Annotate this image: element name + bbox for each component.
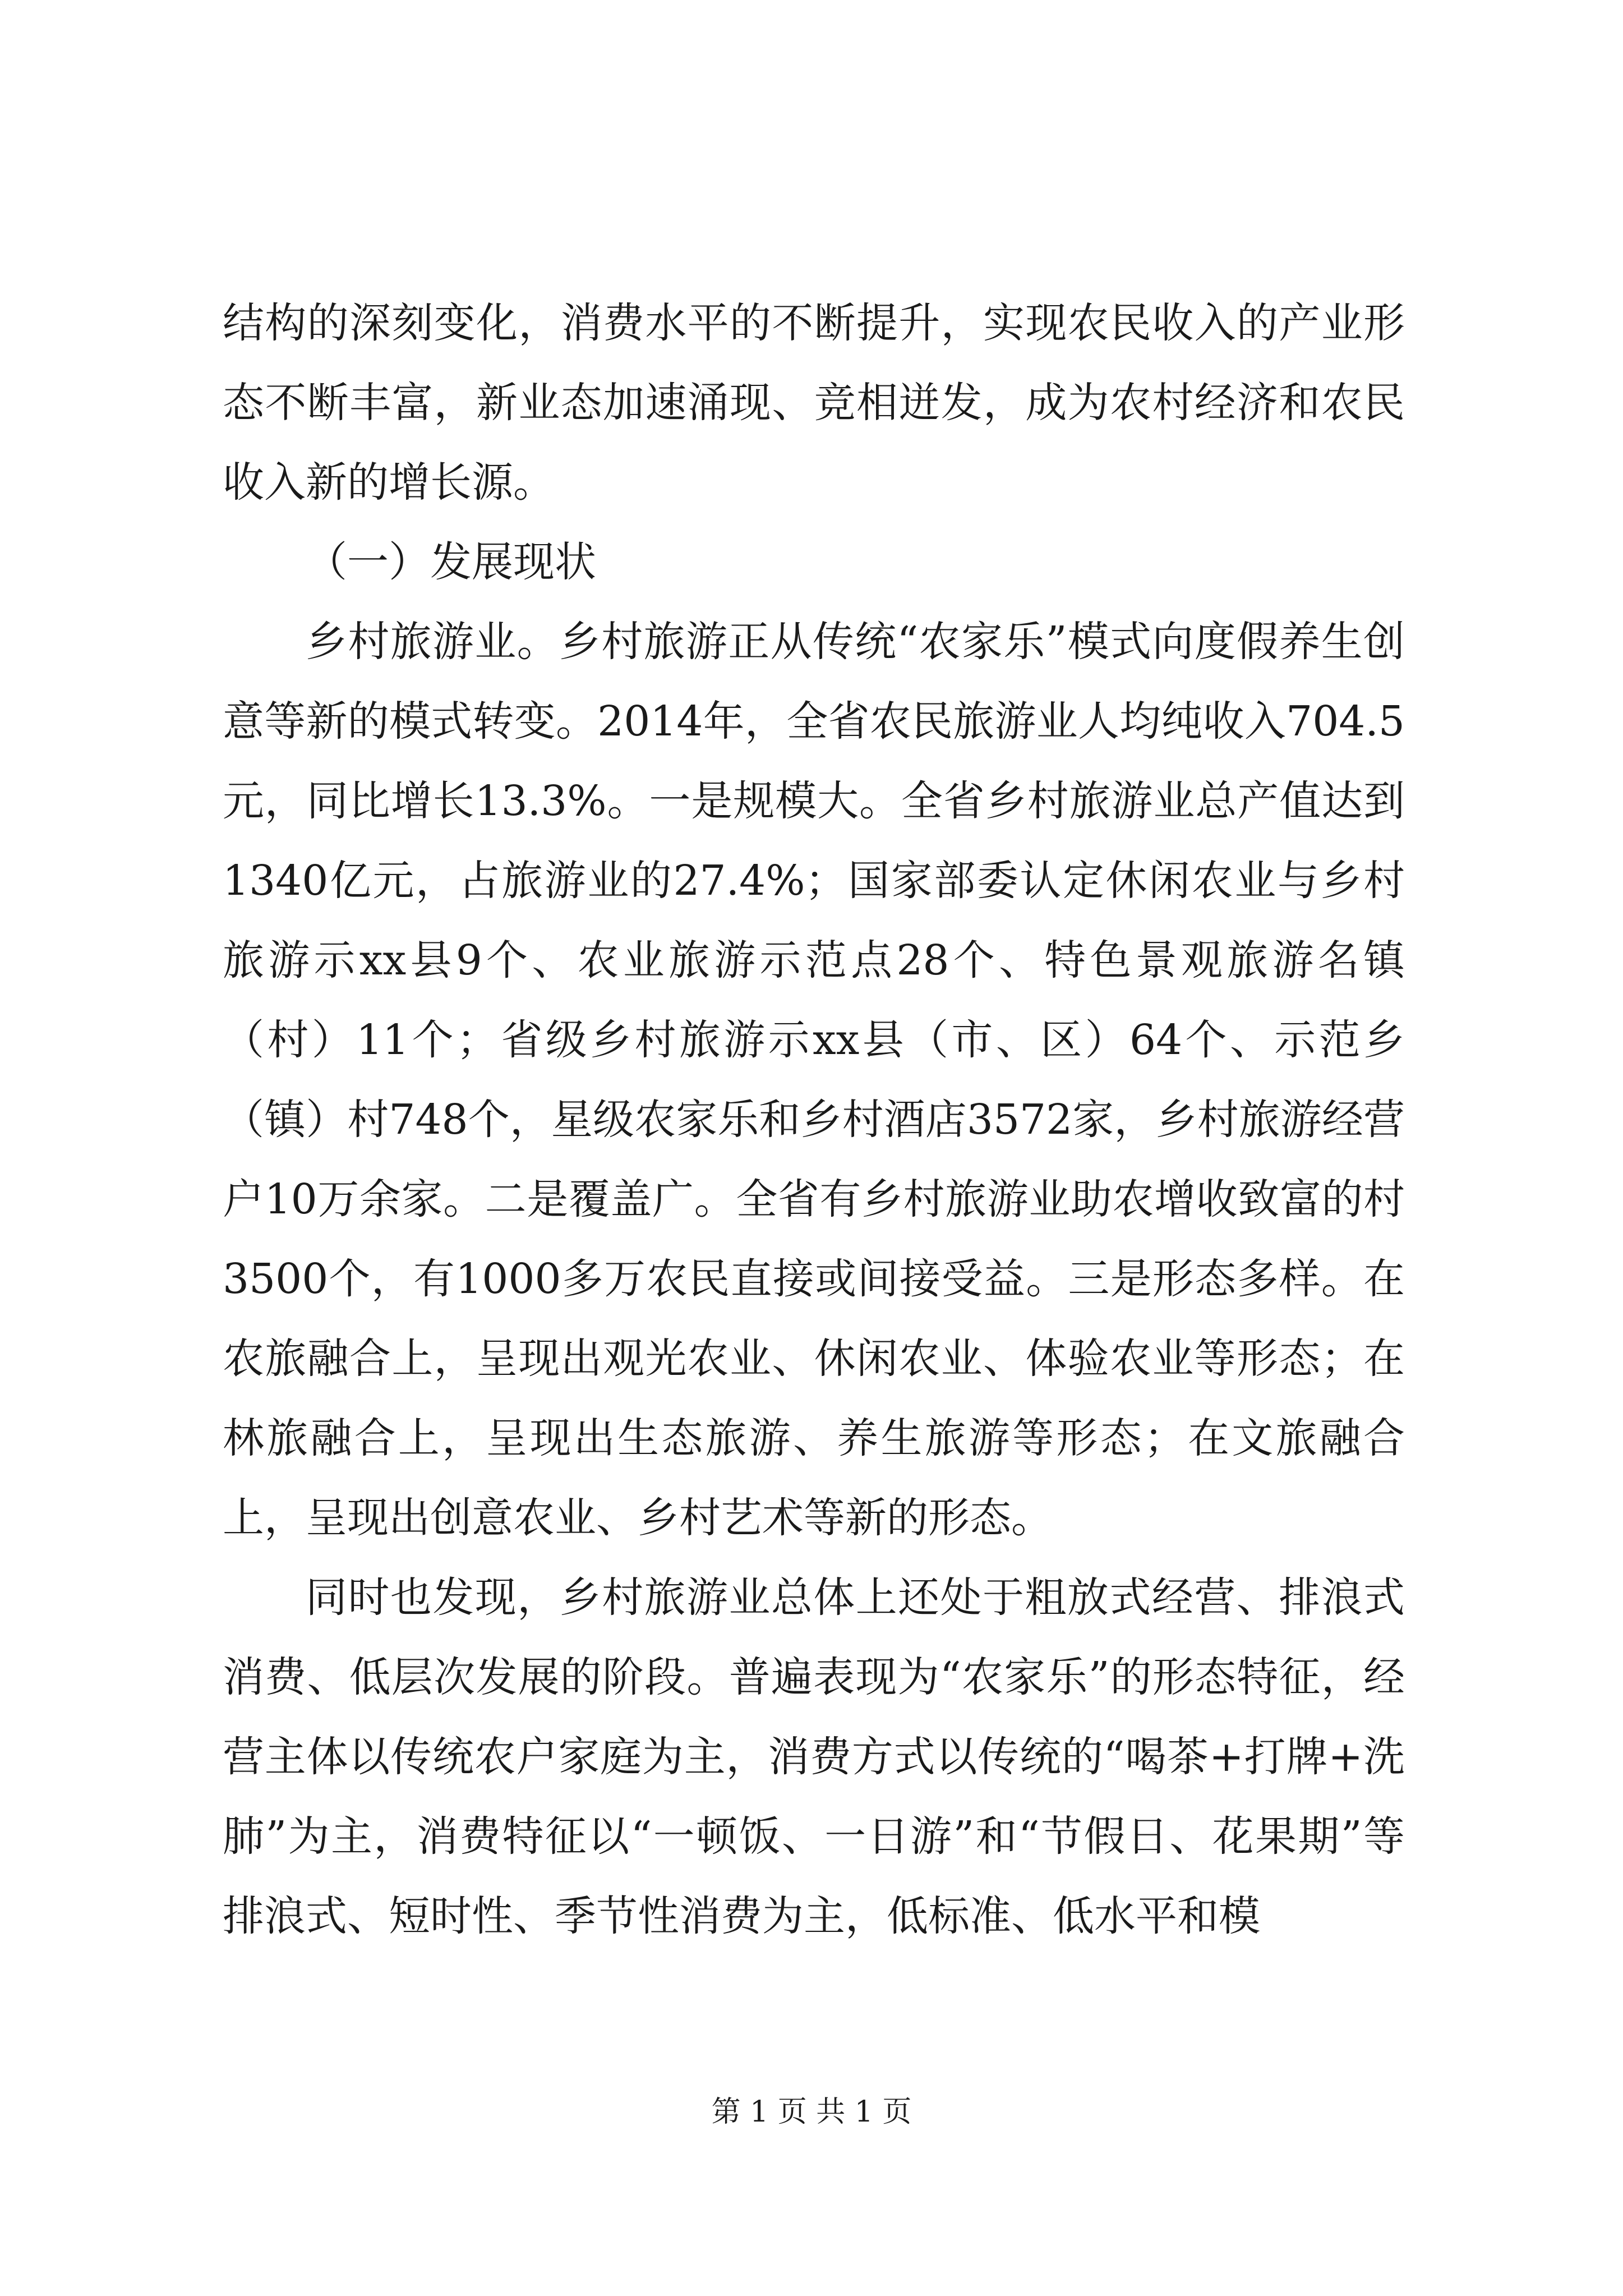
paragraph-problems: 同时也发现，乡村旅游业总体上还处于粗放式经营、排浪式消费、低层次发展的阶段。普遍表现为“农家乐”的形态特征，经营主体以传统农户家庭为主，消费方式以传统的“喝茶+打牌+洗肺”为主，消费特征以“一顿饭、一日游”和“节假日、花果期”等排浪式、短时性、季节性消费为主，低标准、低水平和模 xyxy=(223,1573,1405,1940)
section-heading: （一）发展现状 xyxy=(306,538,596,586)
page-footer: 第 1 页 共 1 页 xyxy=(711,2095,912,2129)
paragraph-continuation: 结构的深刻变化，消费水平的不断提升，实现农民收入的产业形态不断丰富，新业态加速涌现、竞相迸发，成为农村经济和农民收入新的增长源。 xyxy=(223,299,1405,507)
document-body xyxy=(223,283,1405,1956)
paragraph-rural-tourism: 乡村旅游业。乡村旅游正从传统“农家乐”模式向度假养生创意等新的模式转变。2014年，全省农民旅游业人均纯收入704.5元，同比增长13.3%。一是规模大。全省乡村旅游业总产值达到1340亿元，占旅游业的27.4%；国家部委认定休闲农业与乡村旅游示xx县9个、农业旅游示范点28个、特色景观旅游名镇（村）11个；省级乡村旅游示xx县（市、区）64个、示范乡（镇）村748个，星级农家乐和乡村酒店3572家，乡村旅游经营户10万余家。二是覆盖广。全省有乡村旅游业助农增收致富的村3500个，有1000多万农民直接或间接受益。三是形态多样。在农旅融合上，呈现出观光农业、休闲农业、体验农业等形态；在林旅融合上，呈现出生态旅游、养生旅游等形态；在文旅融合上，呈现出创意农业、乡村艺术等新的形态。 xyxy=(223,618,1405,1542)
